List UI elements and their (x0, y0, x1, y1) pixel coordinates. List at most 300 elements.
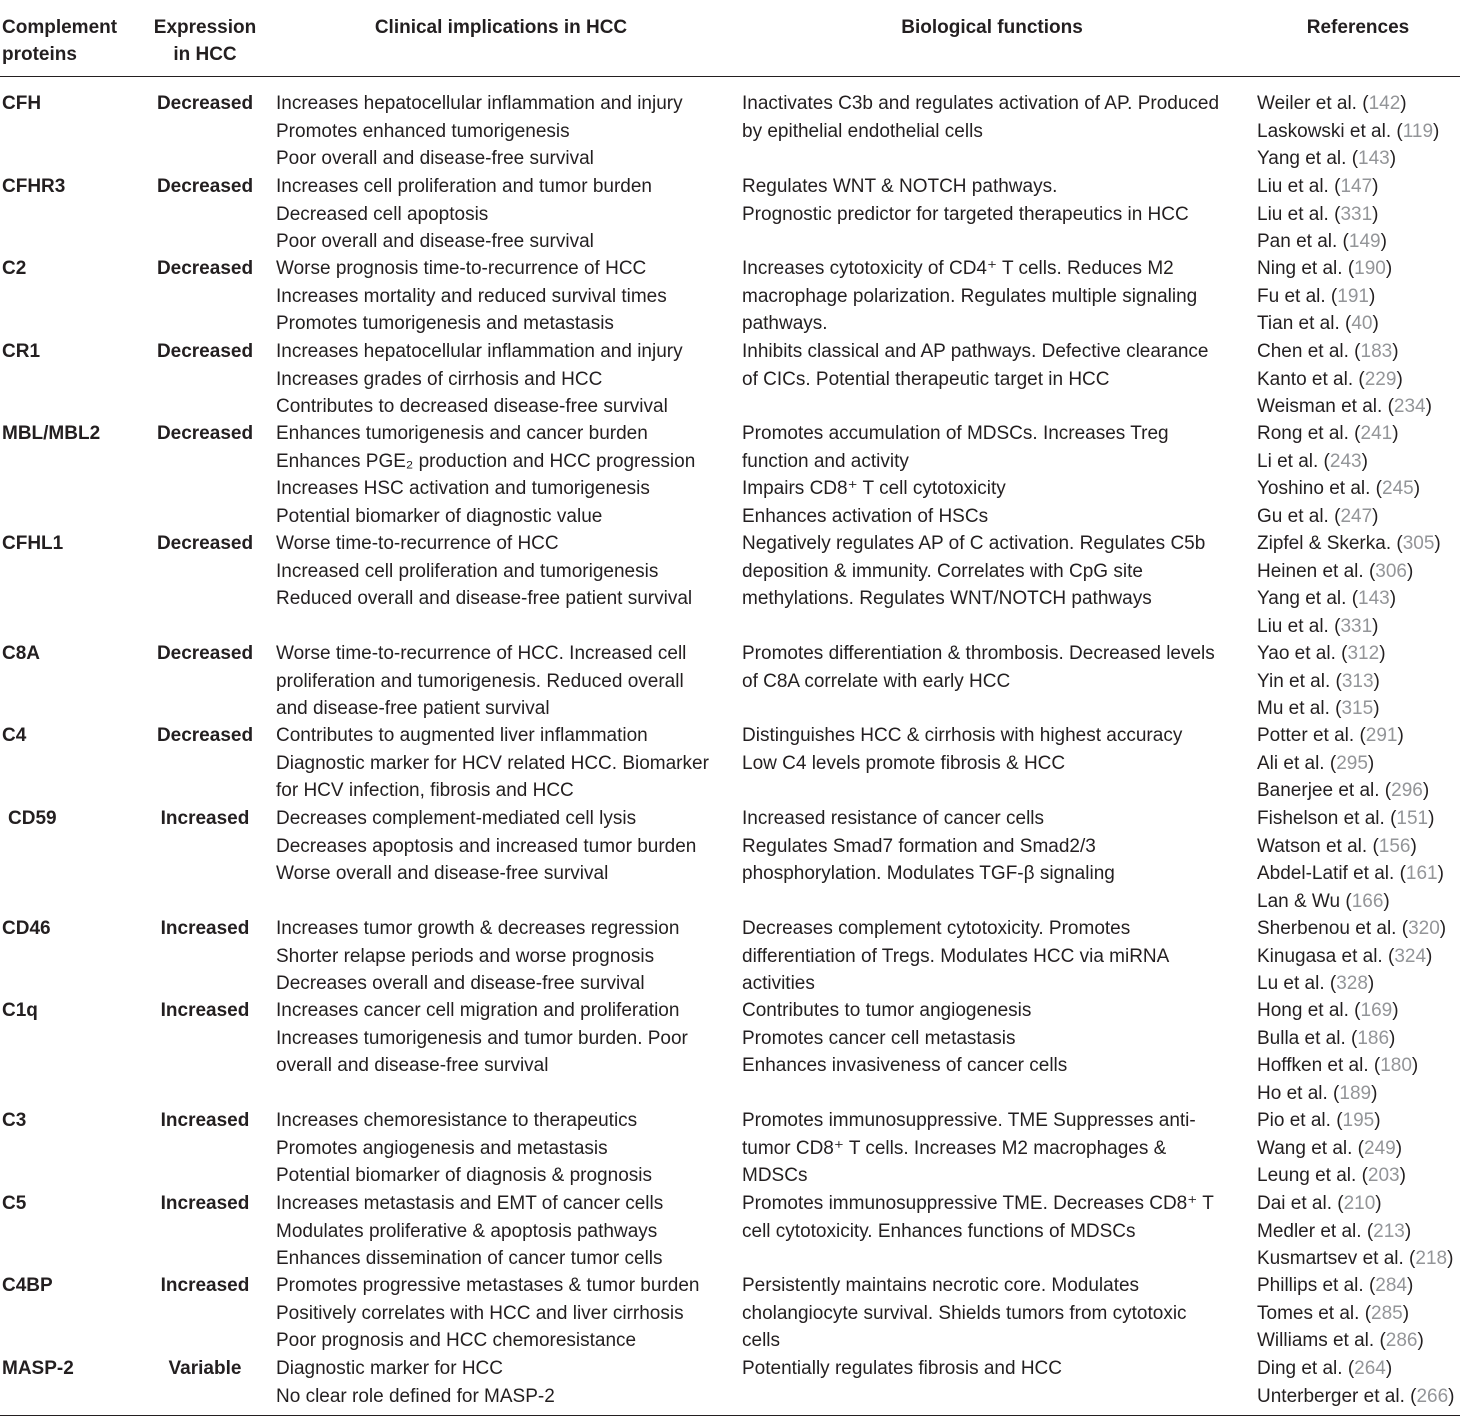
reference[interactable]: Yoshino et al. (245) (1257, 478, 1421, 499)
reference-author: Rong et al. (1257, 423, 1349, 444)
reference[interactable]: Pan et al. (149) (1257, 231, 1387, 252)
reference[interactable]: Yao et al. (312) (1257, 643, 1386, 664)
clinical-line: Potential biomarker of diagnosis & prognosis (276, 1165, 652, 1186)
biological-cell (742, 1355, 1062, 1383)
biological-line: tumor CD8⁺ T cells. Increases M2 macrophages & (742, 1137, 1167, 1159)
clinical-cell (276, 90, 683, 173)
expression-value: Decreased (156, 725, 254, 746)
biological-cell (742, 338, 1208, 393)
biological-line: Inactivates C3b and regulates activation of AP. Produced (742, 93, 1220, 114)
biological-cell (742, 1107, 1196, 1190)
references-cell (1257, 915, 1446, 998)
clinical-cell (276, 1107, 652, 1190)
clinical-line: Enhances dissemination of cancer tumor cells (276, 1248, 663, 1269)
clinical-line: No clear role defined for MASP-2 (276, 1385, 555, 1407)
reference-number[interactable]: 305 (1402, 533, 1435, 554)
clinical-line: Increases mortality and reduced survival times (276, 285, 667, 307)
reference-number[interactable]: 241 (1360, 423, 1393, 444)
reference-number[interactable]: 149 (1348, 231, 1381, 252)
reference-number[interactable]: 234 (1393, 396, 1426, 417)
reference-author: Ho et al. (1257, 1082, 1328, 1104)
reference[interactable]: Banerjee et al. (296) (1257, 780, 1430, 801)
references-cell (1257, 90, 1439, 173)
reference-author: Abdel-Latif et al. (1257, 863, 1395, 884)
reference-author: Ning et al. (1257, 258, 1343, 279)
clinical-line: Poor overall and disease-free survival (276, 231, 594, 252)
reference[interactable]: Watson et al. (156) (1257, 835, 1417, 857)
reference-number[interactable]: 247 (1340, 505, 1373, 527)
protein-name: C1q (2, 1000, 38, 1021)
biological-line: Promotes immunosuppressive. TME Suppresses anti- (742, 1110, 1196, 1131)
expression-value: Increased (160, 1193, 250, 1214)
reference[interactable]: Heinen et al. (306) (1257, 560, 1414, 582)
clinical-line: Decreases complement-mediated cell lysis (276, 808, 637, 829)
reference[interactable]: Gu et al. (247) (1257, 505, 1379, 527)
references-cell (1257, 997, 1418, 1107)
reference[interactable]: Hoffken et al. (180) (1257, 1055, 1419, 1076)
clinical-line: Increases hepatocellular inflammation and injury (276, 93, 683, 114)
biological-cell (742, 173, 1189, 228)
reference[interactable]: Lan & Wu (166) (1257, 890, 1390, 912)
reference-number[interactable]: 183 (1360, 341, 1393, 362)
clinical-line: Increased cell proliferation and tumorigenesis (276, 560, 659, 582)
reference[interactable]: Kanto et al. (229) (1257, 368, 1403, 390)
reference-number[interactable]: 291 (1365, 725, 1398, 746)
reference[interactable]: Laskowski et al. (119) (1257, 120, 1440, 142)
biological-line: methylations. Regulates WNT/NOTCH pathways (742, 588, 1152, 609)
reference[interactable]: Potter et al. (291) (1257, 725, 1404, 746)
reference-author: Williams et al. (1257, 1330, 1375, 1351)
biological-line: Promotes immunosuppressive TME. Decreases CD8⁺ T (742, 1193, 1214, 1214)
protein-name: CFH (2, 93, 42, 114)
protein-name: CD46 (2, 918, 51, 939)
reference-author: Yin et al. (1257, 670, 1331, 692)
reference-author: Kinugasa et al. (1257, 945, 1383, 967)
biological-line: function and activity (742, 450, 909, 472)
reference-number[interactable]: 306 (1375, 560, 1407, 582)
reference-number[interactable]: 40 (1351, 313, 1373, 334)
clinical-line: and disease-free patient survival (276, 698, 550, 719)
reference-author: Weisman et al. (1257, 396, 1383, 417)
references-cell (1257, 1107, 1406, 1190)
reference-author: Lan & Wu (1257, 890, 1341, 912)
expression-value: Decreased (156, 341, 254, 362)
reference-author: Yao et al. (1257, 643, 1336, 664)
reference-number[interactable]: 161 (1405, 863, 1438, 884)
reference-number[interactable]: 142 (1368, 93, 1401, 114)
biological-cell (742, 90, 1219, 145)
clinical-line: Diagnostic marker for HCV related HCC. Biomarker (276, 752, 709, 774)
clinical-line: Increases tumorigenesis and tumor burden. Poor (276, 1027, 688, 1049)
reference-author: Pio et al. (1257, 1110, 1331, 1131)
biological-line: of CICs. Potential therapeutic target in HCC (742, 368, 1110, 390)
expression-value: Decreased (156, 533, 254, 554)
biological-line: Impairs CD8⁺ T cell cytotoxicity (742, 478, 1006, 499)
reference-author: Liu et al. (1257, 615, 1329, 637)
reference-number[interactable]: 264 (1354, 1358, 1386, 1379)
protein-name: CR1 (2, 341, 41, 362)
biological-line: cells (742, 1330, 781, 1351)
clinical-line: Contributes to decreased disease-free survival (276, 396, 668, 417)
reference-author: Tomes et al. (1257, 1302, 1360, 1324)
reference-number[interactable]: 313 (1341, 670, 1374, 692)
reference[interactable]: Zipfel & Skerka. (305) (1257, 533, 1441, 554)
clinical-cell (276, 173, 652, 256)
reference-number[interactable]: 180 (1380, 1055, 1412, 1076)
reference[interactable]: Bulla et al. (186) (1257, 1027, 1396, 1049)
expression-value: Decreased (156, 176, 254, 197)
protein-name: CD59 (8, 808, 57, 829)
clinical-line: Diagnostic marker for HCC (276, 1358, 503, 1379)
clinical-line: Modulates proliferative & apoptosis pathways (276, 1220, 658, 1242)
reference-number[interactable]: 266 (1416, 1385, 1449, 1407)
references-cell (1257, 530, 1441, 640)
biological-cell (742, 997, 1067, 1080)
reference-author: Mu et al. (1257, 698, 1330, 719)
clinical-line: proliferation and tumorigenesis. Reduced overall (276, 670, 684, 692)
expression-value: Decreased (156, 93, 254, 114)
biological-line: Inhibits classical and AP pathways. Defective clearance (742, 341, 1209, 362)
expression-value: Decreased (156, 423, 254, 444)
clinical-line: Decreased cell apoptosis (276, 203, 489, 225)
reference-number[interactable]: 143 (1358, 588, 1390, 609)
protein-name: C4 (2, 725, 27, 746)
reference[interactable]: Dai et al. (210) (1257, 1193, 1382, 1214)
clinical-line: Worse prognosis time-to-recurrence of HCC (276, 258, 647, 279)
reference-author: Leung et al. (1257, 1165, 1357, 1186)
clinical-cell (276, 805, 696, 888)
biological-line: by epithelial endothelial cells (742, 120, 983, 142)
biological-line: Increases cytotoxicity of CD4⁺ T cells. Reduces M2 (742, 258, 1174, 279)
reference[interactable]: Leung et al. (203) (1257, 1165, 1406, 1186)
reference[interactable]: Phillips et al. (284) (1257, 1275, 1414, 1296)
reference-number[interactable]: 331 (1340, 203, 1373, 225)
reference-number[interactable]: 213 (1373, 1220, 1405, 1242)
reference-number[interactable]: 286 (1385, 1330, 1418, 1351)
clinical-cell (276, 420, 695, 530)
protein-name: C5 (2, 1193, 27, 1214)
header-references: References (1306, 17, 1410, 38)
references-cell (1257, 1272, 1424, 1355)
reference-number[interactable]: 243 (1329, 450, 1362, 472)
clinical-line: Poor overall and disease-free survival (276, 148, 594, 169)
reference-number[interactable]: 229 (1364, 368, 1397, 390)
clinical-line: Promotes angiogenesis and metastasis (276, 1137, 608, 1159)
reference-number[interactable]: 210 (1343, 1193, 1376, 1214)
clinical-line: Increases HSC activation and tumorigenesis (276, 478, 650, 499)
reference-number[interactable]: 190 (1354, 258, 1386, 279)
protein-name: C4BP (2, 1275, 53, 1296)
reference-author: Lu et al. (1257, 973, 1325, 994)
biological-cell (742, 255, 1197, 338)
reference-author: Phillips et al. (1257, 1275, 1364, 1296)
reference-author: Yang et al. (1257, 148, 1347, 169)
clinical-cell (276, 640, 686, 723)
expression-value: Increased (160, 1275, 250, 1296)
biological-line: Enhances invasiveness of cancer cells (742, 1055, 1068, 1076)
protein-name: MASP-2 (2, 1358, 74, 1379)
reference-number[interactable]: 245 (1382, 478, 1414, 499)
biological-line: Promotes accumulation of MDSCs. Increases Treg (742, 423, 1169, 444)
reference-number[interactable]: 296 (1391, 780, 1423, 801)
biological-cell (742, 915, 1169, 998)
clinical-line: Promotes enhanced tumorigenesis (276, 120, 570, 142)
reference-author: Banerjee et al. (1257, 780, 1380, 801)
reference[interactable]: Unterberger et al. (266) (1257, 1385, 1455, 1407)
clinical-cell (276, 338, 683, 421)
biological-line: Promotes differentiation & thrombosis. Decreased levels (742, 643, 1215, 664)
reference[interactable]: Hong et al. (169) (1257, 1000, 1399, 1021)
reference-author: Dai et al. (1257, 1193, 1332, 1214)
reference-author: Li et al. (1257, 450, 1319, 472)
reference[interactable]: Medler et al. (213) (1257, 1220, 1412, 1242)
reference-author: Kusmartsev et al. (1257, 1248, 1404, 1269)
biological-line: Contributes to tumor angiogenesis (742, 1000, 1032, 1021)
reference-author: Weiler et al. (1257, 93, 1357, 114)
references-cell (1257, 173, 1387, 256)
reference-number[interactable]: 320 (1408, 918, 1440, 939)
reference[interactable]: Yang et al. (143) (1257, 148, 1397, 169)
protein-name: C2 (2, 258, 27, 279)
biological-line: differentiation of Tregs. Modulates HCC via miRNA (742, 945, 1170, 967)
reference-author: Pan et al. (1257, 231, 1338, 252)
biological-line: Increased resistance of cancer cells (742, 808, 1045, 829)
references-cell (1257, 1355, 1455, 1410)
clinical-line: Increases hepatocellular inflammation and injury (276, 341, 683, 362)
reference[interactable]: Ho et al. (189) (1257, 1082, 1378, 1104)
reference-author: Yang et al. (1257, 588, 1347, 609)
clinical-line: Increases chemoresistance to therapeutics (276, 1110, 638, 1131)
reference-number[interactable]: 249 (1364, 1137, 1396, 1159)
biological-line: Decreases complement cytotoxicity. Promotes (742, 918, 1131, 939)
reference-author: Zipfel & Skerka. (1257, 533, 1392, 554)
biological-line: of C8A correlate with early HCC (742, 670, 1011, 692)
biological-line: macrophage polarization. Regulates multiple signaling (742, 285, 1198, 307)
reference[interactable]: Abdel-Latif et al. (161) (1257, 863, 1444, 884)
expression-value: Decreased (156, 643, 254, 664)
reference[interactable]: Ding et al. (264) (1257, 1358, 1393, 1379)
reference-number[interactable]: 169 (1360, 1000, 1393, 1021)
protein-name: MBL/MBL2 (2, 423, 101, 444)
reference-author: Chen et al. (1257, 341, 1349, 362)
reference-author: Ali et al. (1257, 752, 1325, 774)
biological-line: deposition & immunity. Correlates with CpG site (742, 560, 1143, 582)
header-protein: Complement proteins (2, 17, 118, 65)
reference[interactable]: Sherbenou et al. (320) (1257, 918, 1447, 939)
biological-cell (742, 530, 1205, 613)
reference-number[interactable]: 189 (1339, 1082, 1372, 1104)
references-cell (1257, 1190, 1453, 1273)
clinical-line: Positively correlates with HCC and liver cirrhosis (276, 1302, 684, 1324)
references-cell (1257, 640, 1386, 723)
clinical-line: Increases metastasis and EMT of cancer cells (276, 1193, 664, 1214)
biological-line: Regulates Smad7 formation and Smad2/3 (742, 835, 1096, 857)
reference[interactable]: Wang et al. (249) (1257, 1137, 1403, 1159)
clinical-cell (276, 530, 692, 613)
reference[interactable]: Fishelson et al. (151) (1257, 808, 1435, 829)
biological-line: activities (742, 973, 815, 994)
reference-number[interactable]: 315 (1341, 698, 1374, 719)
reference-author: Medler et al. (1257, 1220, 1362, 1242)
reference-number[interactable]: 295 (1336, 752, 1368, 774)
reference[interactable]: Yang et al. (143) (1257, 588, 1397, 609)
biological-line: Potentially regulates fibrosis and HCC (742, 1358, 1062, 1379)
biological-line: Promotes cancer cell metastasis (742, 1027, 1016, 1049)
bottom-rule (0, 1415, 1460, 1416)
reference-number[interactable]: 147 (1340, 176, 1373, 197)
protein-name: C8A (2, 643, 41, 664)
biological-line: Low C4 levels promote fibrosis & HCC (742, 752, 1066, 774)
reference-author: Laskowski et al. (1257, 120, 1392, 142)
expression-value: Increased (160, 1110, 250, 1131)
reference[interactable]: Kinugasa et al. (324) (1257, 945, 1433, 967)
reference[interactable]: Liu et al. (147) (1257, 176, 1379, 197)
biological-cell (742, 640, 1215, 695)
reference-author: Yoshino et al. (1257, 478, 1371, 499)
reference[interactable]: Rong et al. (241) (1257, 423, 1399, 444)
clinical-line: Increases cell proliferation and tumor burden (276, 176, 652, 197)
clinical-line: Poor prognosis and HCC chemoresistance (276, 1330, 637, 1351)
clinical-line: Potential biomarker of diagnostic value (276, 505, 603, 527)
reference[interactable]: Ali et al. (295) (1257, 752, 1375, 774)
reference-author: Tian et al. (1257, 313, 1340, 334)
reference-number[interactable]: 328 (1336, 973, 1368, 994)
reference[interactable]: Weiler et al. (142) (1257, 93, 1407, 114)
clinical-cell (276, 255, 667, 338)
clinical-cell (276, 1355, 555, 1410)
clinical-cell (276, 915, 679, 998)
reference[interactable]: Weisman et al. (234) (1257, 396, 1432, 417)
reference-author: Fu et al. (1257, 285, 1326, 307)
reference-number[interactable]: 312 (1347, 643, 1380, 664)
header-clinical: Clinical implications in HCC (374, 17, 628, 38)
biological-line: MDSCs (742, 1165, 808, 1186)
reference[interactable]: Williams et al. (286) (1257, 1330, 1424, 1351)
reference-number[interactable]: 195 (1342, 1110, 1375, 1131)
references-cell (1257, 805, 1444, 915)
reference-number[interactable]: 284 (1375, 1275, 1407, 1296)
clinical-line: Increases tumor growth & decreases regression (276, 918, 680, 939)
reference[interactable]: Tian et al. (40) (1257, 313, 1379, 334)
reference-author: Watson et al. (1257, 835, 1368, 857)
reference[interactable]: Liu et al. (331) (1257, 203, 1379, 225)
reference-author: Bulla et al. (1257, 1027, 1346, 1049)
reference-author: Ding et al. (1257, 1358, 1343, 1379)
reference-author: Liu et al. (1257, 176, 1329, 197)
biological-cell (742, 1190, 1214, 1245)
reference[interactable]: Mu et al. (315) (1257, 698, 1380, 719)
reference-number[interactable]: 151 (1396, 808, 1429, 829)
references-cell (1257, 420, 1420, 530)
reference-number[interactable]: 186 (1357, 1027, 1390, 1049)
biological-line: Regulates WNT & NOTCH pathways. (742, 176, 1058, 197)
header-rule (0, 76, 1460, 77)
reference-number[interactable]: 203 (1367, 1165, 1400, 1186)
protein-name: C3 (2, 1110, 27, 1131)
biological-line: Distinguishes HCC & cirrhosis with highest accuracy (742, 725, 1183, 746)
header-biological: Biological functions (901, 17, 1083, 38)
biological-cell (742, 1272, 1187, 1355)
clinical-line: Reduced overall and disease-free patient survival (276, 588, 693, 609)
biological-line: pathways. (742, 313, 828, 334)
clinical-line: Increases cancer cell migration and proliferation (276, 1000, 680, 1021)
references-cell (1257, 722, 1429, 805)
biological-line: Persistently maintains necrotic core. Modulates (742, 1275, 1140, 1296)
reference[interactable]: Pio et al. (195) (1257, 1110, 1381, 1131)
reference-number[interactable]: 166 (1351, 890, 1384, 912)
biological-line: Prognostic predictor for targeted therapeutics in HCC (742, 203, 1189, 225)
reference-number[interactable]: 191 (1337, 285, 1369, 307)
biological-line: Negatively regulates AP of C activation. Regulates C5b (742, 533, 1206, 554)
header-expression: Expression in HCC (153, 17, 257, 65)
reference-number[interactable]: 119 (1402, 120, 1434, 142)
reference[interactable]: Lu et al. (328) (1257, 973, 1375, 994)
clinical-line: Worse overall and disease-free survival (276, 863, 609, 884)
reference-author: Kanto et al. (1257, 368, 1354, 390)
reference-author: Hong et al. (1257, 1000, 1349, 1021)
clinical-line: Enhances tumorigenesis and cancer burden (276, 423, 648, 444)
clinical-line: Worse time-to-recurrence of HCC. Increased cell (276, 643, 687, 664)
reference[interactable]: Ning et al. (190) (1257, 258, 1393, 279)
clinical-cell (276, 997, 688, 1080)
reference-author: Potter et al. (1257, 725, 1355, 746)
expression-value: Increased (160, 918, 250, 939)
clinical-cell (276, 1190, 663, 1273)
biological-line: Enhances activation of HSCs (742, 505, 989, 527)
reference-author: Liu et al. (1257, 203, 1329, 225)
expression-value: Decreased (156, 258, 254, 279)
biological-cell (742, 420, 1169, 530)
reference-author: Heinen et al. (1257, 560, 1364, 582)
reference-author: Gu et al. (1257, 505, 1329, 527)
clinical-line: overall and disease-free survival (276, 1055, 549, 1076)
clinical-line: Promotes progressive metastases & tumor burden (276, 1275, 700, 1296)
expression-value: Increased (160, 808, 250, 829)
reference[interactable]: Chen et al. (183) (1257, 341, 1399, 362)
reference-number[interactable]: 324 (1394, 945, 1427, 967)
references-cell (1257, 338, 1432, 421)
reference-number[interactable]: 218 (1415, 1248, 1448, 1269)
reference[interactable]: Tomes et al. (285) (1257, 1302, 1410, 1324)
biological-line: cholangiocyte survival. Shields tumors from cytotoxic (742, 1302, 1187, 1324)
protein-name: CFHL1 (2, 533, 64, 554)
reference-number[interactable]: 143 (1358, 148, 1390, 169)
reference-author: Fishelson et al. (1257, 808, 1385, 829)
biological-cell (742, 805, 1115, 888)
protein-name: CFHR3 (2, 176, 66, 197)
reference-author: Unterberger et al. (1257, 1385, 1405, 1407)
clinical-line: for HCV infection, fibrosis and HCC (276, 780, 574, 801)
reference-number[interactable]: 331 (1340, 615, 1373, 637)
reference[interactable]: Kusmartsev et al. (218) (1257, 1248, 1454, 1269)
reference[interactable]: Li et al. (243) (1257, 450, 1368, 472)
clinical-line: Increases grades of cirrhosis and HCC (276, 368, 603, 390)
clinical-line: Decreases overall and disease-free survival (276, 973, 645, 994)
clinical-line: Shorter relapse periods and worse prognosis (276, 945, 655, 967)
reference[interactable]: Yin et al. (313) (1257, 670, 1380, 692)
clinical-line: Promotes tumorigenesis and metastasis (276, 313, 614, 334)
biological-line: cell cytotoxicity. Enhances functions of MDSCs (742, 1220, 1136, 1242)
reference-number[interactable]: 285 (1371, 1302, 1403, 1324)
clinical-line: Decreases apoptosis and increased tumor burden (276, 835, 697, 857)
reference[interactable]: Fu et al. (191) (1257, 285, 1376, 307)
reference[interactable]: Liu et al. (331) (1257, 615, 1379, 637)
reference-author: Wang et al. (1257, 1137, 1353, 1159)
reference-number[interactable]: 156 (1378, 835, 1411, 857)
expression-value: Increased (160, 1000, 250, 1021)
clinical-cell (276, 1272, 699, 1355)
reference-author: Sherbenou et al. (1257, 918, 1397, 939)
